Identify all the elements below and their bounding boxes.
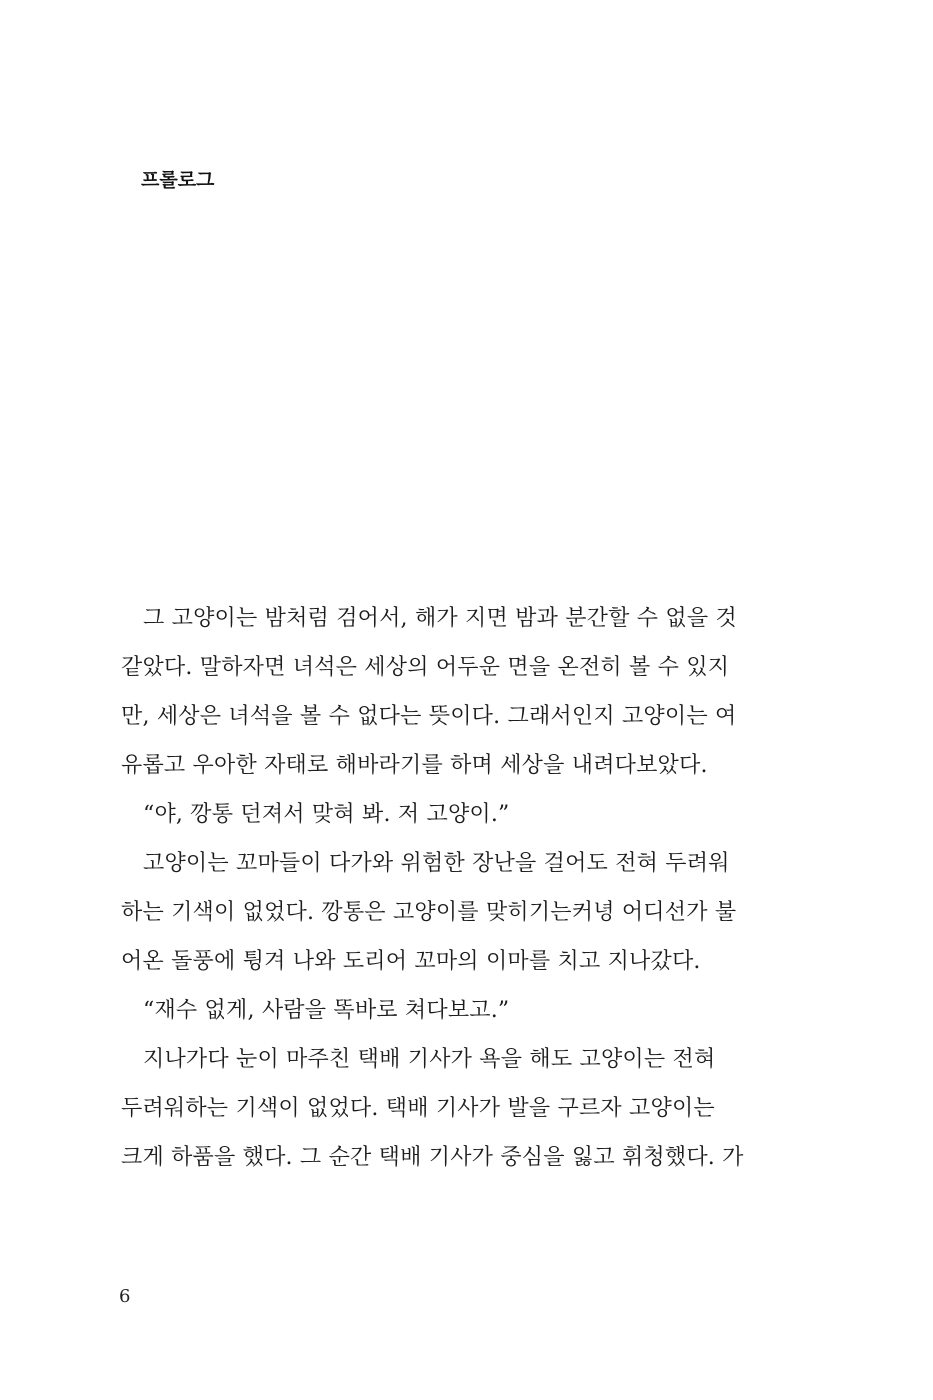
text-line: 유롭고 우아한 자태로 해바라기를 하며 세상을 내려다보았다. [121,753,708,778]
text-line: 어온 돌풍에 튕겨 나와 도리어 꼬마의 이마를 치고 지나갔다. [121,949,701,974]
page-number: 6 [119,1286,131,1307]
chapter-title: 프롤로그 [141,169,215,191]
dialogue-line: “재수 없게, 사람을 똑바로 쳐다보고.” [143,998,510,1023]
text-line: 그 고양이는 밤처럼 검어서, 해가 지면 밤과 분간할 수 없을 것 [143,606,737,631]
text-line: 같았다. 말하자면 녀석은 세상의 어두운 면을 온전히 볼 수 있지 [121,655,730,680]
text-line: 만, 세상은 녀석을 볼 수 없다는 뜻이다. 그래서인지 고양이는 여 [121,704,737,729]
text-line: 하는 기색이 없었다. 깡통은 고양이를 맞히기는커녕 어디선가 불 [121,900,737,925]
text-line: 두려워하는 기색이 없었다. 택배 기사가 발을 구르자 고양이는 [121,1096,715,1121]
text-line: 지나가다 눈이 마주친 택배 기사가 욕을 해도 고양이는 전혀 [143,1047,716,1072]
text-line: 고양이는 꼬마들이 다가와 위험한 장난을 걸어도 전혀 두려워 [143,851,730,876]
body-text [121,602,811,1190]
text-line: 크게 하품을 했다. 그 순간 택배 기사가 중심을 잃고 휘청했다. 가 [121,1145,744,1170]
dialogue-line: “야, 깡통 던져서 맞혀 봐. 저 고양이.” [143,802,510,827]
